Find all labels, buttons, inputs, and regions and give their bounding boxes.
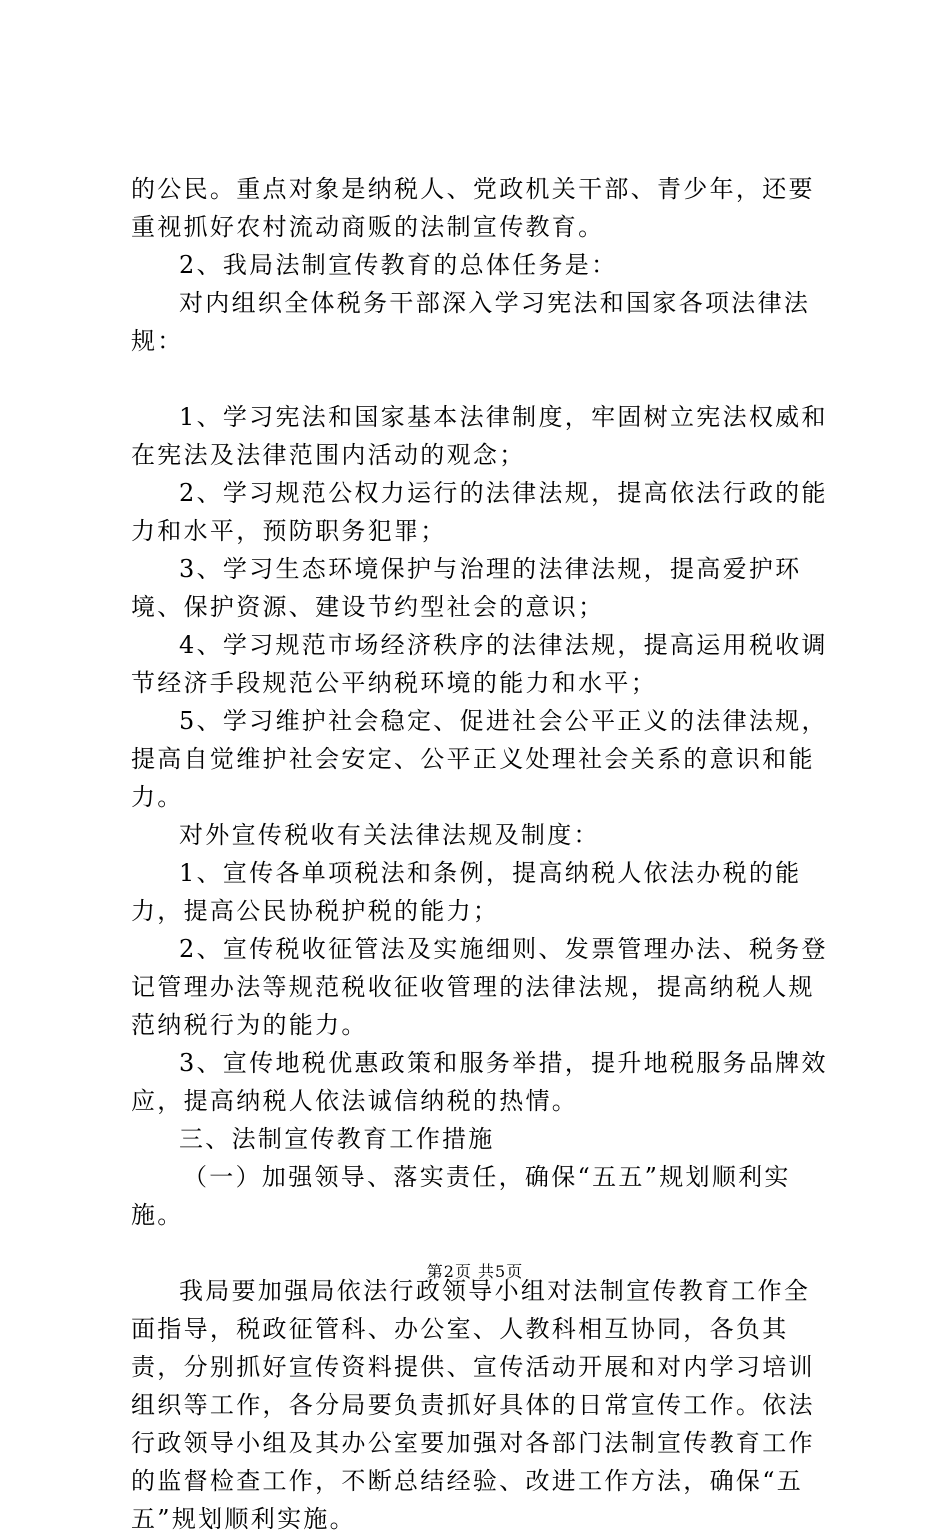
subsection-heading-leadership: （一）加强领导、落实责任，确保“五五”规划顺利实施。: [131, 1163, 791, 1229]
paragraph-external-item-2: 2、宣传税收征管法及实施细则、发票管理办法、税务登记管理办法等规范税收征收管理的法律法规，提高纳税人规范纳税行为的能力。: [131, 935, 828, 1039]
paragraph-external-item-1: 1、宣传各单项税法和条例，提高纳税人依法办税的能力，提高公民协税护税的能力；: [131, 859, 802, 925]
page-number: 第2页 共5页: [426, 1262, 524, 1281]
paragraph-internal-heading: 对内组织全体税务干部深入学习宪法和国家各项法律法规：: [131, 289, 811, 355]
paragraph-intro: 的公民。重点对象是纳税人、党政机关干部、青少年，还要重视抓好农村流动商贩的法制宣传教育。: [131, 175, 815, 241]
paragraph-external-item-3: 3、宣传地税优惠政策和服务举措，提升地税服务品牌效应，提高纳税人依法诚信纳税的热情。: [131, 1049, 828, 1115]
document-body: [131, 170, 831, 1538]
paragraph-internal-item-1: 1、学习宪法和国家基本法律制度，牢固树立宪法权威和在宪法及法律范围内活动的观念；: [131, 403, 828, 469]
paragraph-external-heading: 对外宣传税收有关法律法规及制度：: [179, 821, 600, 849]
paragraph-internal-item-4: 4、学习规范市场经济秩序的法律法规，提高运用税收调节经济手段规范公平纳税环境的能力和水平；: [131, 631, 828, 697]
paragraph-internal-item-3: 3、学习生态环境保护与治理的法律法规，提高爱护环境、保护资源、建设节约型社会的意识；: [131, 555, 802, 621]
paragraph-internal-item-5: 5、学习维护社会稳定、促进社会公平正义的法律法规，提高自觉维护社会安定、公平正义处理社会关系的意识和能力。: [131, 707, 828, 811]
blank-line: [131, 360, 831, 398]
paragraph-internal-item-2: 2、学习规范公权力运行的法律法规，提高依法行政的能力和水平，预防职务犯罪；: [131, 479, 828, 545]
section-heading-measures: 三、法制宣传教育工作措施: [179, 1125, 495, 1153]
paragraph-leadership-body: 我局要加强局依法行政领导小组对法制宣传教育工作全面指导，税政征管科、办公室、人教科相互协同，各负其责，分别抓好宣传资料提供、宣传活动开展和对内学习培训组织等工作，各分局要负责抓好具体的日常宣传工作。依法行政领导小组及其办公室要加强对各部门法制宣传教育工作的监督检查工作，不断总结经验、改进工作方法，确保“五五”规划顺利实施。: [131, 1277, 815, 1533]
paragraph-task-heading: 2、我局法制宣传教育的总体任务是：: [179, 251, 618, 279]
